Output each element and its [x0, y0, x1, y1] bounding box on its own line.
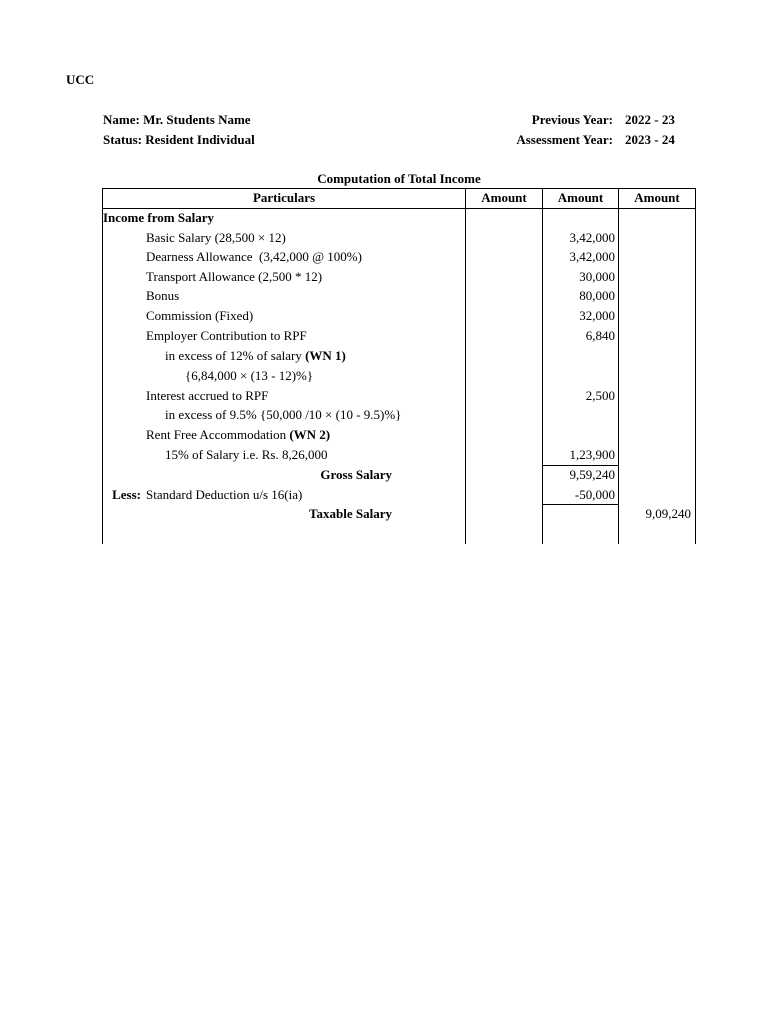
row-excess-12-label: in excess of 12% of salary [165, 348, 306, 363]
row-dearness-allowance-amount: 3,42,000 [569, 249, 615, 264]
name-value: Mr. Students Name [143, 112, 251, 127]
status-value: Resident Individual [145, 132, 255, 147]
header-particulars: Particulars [252, 190, 316, 205]
taxable-salary-amount: 9,09,240 [645, 506, 691, 521]
row-rfa-15-percent-label: 15% of Salary i.e. Rs. 8,26,000 [165, 447, 328, 462]
table-right-border [695, 188, 696, 544]
taxable-salary-label: Taxable Salary [309, 506, 392, 521]
row-basic-salary-label: Basic Salary (28,500 × 12) [146, 230, 286, 245]
org-name: UCC [66, 72, 95, 87]
header-amount-1: Amount [481, 190, 527, 205]
table-title: Computation of Total Income [317, 171, 481, 186]
previous-year-value: 2022 - 23 [625, 112, 675, 127]
row-employer-contribution-amount: 6,840 [585, 328, 615, 343]
row-transport-allowance-label: Transport Allowance (2,500 * 12) [146, 269, 323, 284]
row-commission-amount: 32,000 [579, 308, 615, 323]
previous-year-label: Previous Year: [531, 112, 613, 127]
row-employer-contribution-label: Employer Contribution to RPF [146, 328, 307, 343]
row-transport-allowance-amount: 30,000 [579, 269, 615, 284]
row-wn1-formula: {6,84,000 × (13 - 12)%} [185, 368, 314, 383]
row-excess-12-line [165, 348, 346, 364]
row-interest-rpf-label: Interest accrued to RPF [146, 388, 269, 403]
name-line [103, 112, 251, 128]
row-basic-salary-amount: 3,42,000 [569, 230, 615, 245]
gross-salary-label: Gross Salary [320, 467, 392, 482]
row-commission-label: Commission (Fixed) [146, 308, 254, 323]
standard-deduction-label: Standard Deduction u/s 16(ia) [146, 487, 303, 502]
assessment-year-value: 2023 - 24 [625, 132, 675, 147]
row-rfa-amount: 1,23,900 [569, 447, 615, 462]
wn2-reference: (WN 2) [289, 427, 331, 442]
row-rfa-line [146, 427, 330, 443]
header-amount-2: Amount [557, 190, 604, 205]
row-bonus-label: Bonus [146, 288, 180, 303]
row-dearness-allowance-label: Dearness Allowance (3,42,000 @ 100%) [146, 249, 362, 264]
subtotal-top-line [542, 465, 619, 466]
row-interest-rpf-amount: 2,500 [585, 388, 615, 403]
table-top-border [102, 188, 696, 189]
status-label: Status: [103, 132, 143, 147]
row-excess-9-5-label: in excess of 9.5% {50,000 /10 × (10 - 9.5)%} [165, 407, 402, 422]
header-bottom-border [102, 208, 696, 209]
standard-deduction-amount: -50,000 [574, 487, 615, 502]
assessment-year-label: Assessment Year: [516, 132, 613, 147]
total-top-line [542, 504, 619, 505]
name-label: Name: [103, 112, 140, 127]
column-divider-3 [618, 188, 619, 544]
section-income-from-salary: Income from Salary [103, 210, 214, 225]
row-bonus-amount: 80,000 [579, 288, 615, 303]
row-rfa-label: Rent Free Accommodation [146, 427, 290, 442]
column-divider-1 [465, 188, 466, 544]
wn1-reference: (WN 1) [305, 348, 346, 363]
header-amount-3: Amount [634, 190, 680, 205]
less-label: Less: [112, 487, 141, 502]
status-line [103, 132, 255, 148]
gross-salary-amount: 9,59,240 [569, 467, 615, 482]
